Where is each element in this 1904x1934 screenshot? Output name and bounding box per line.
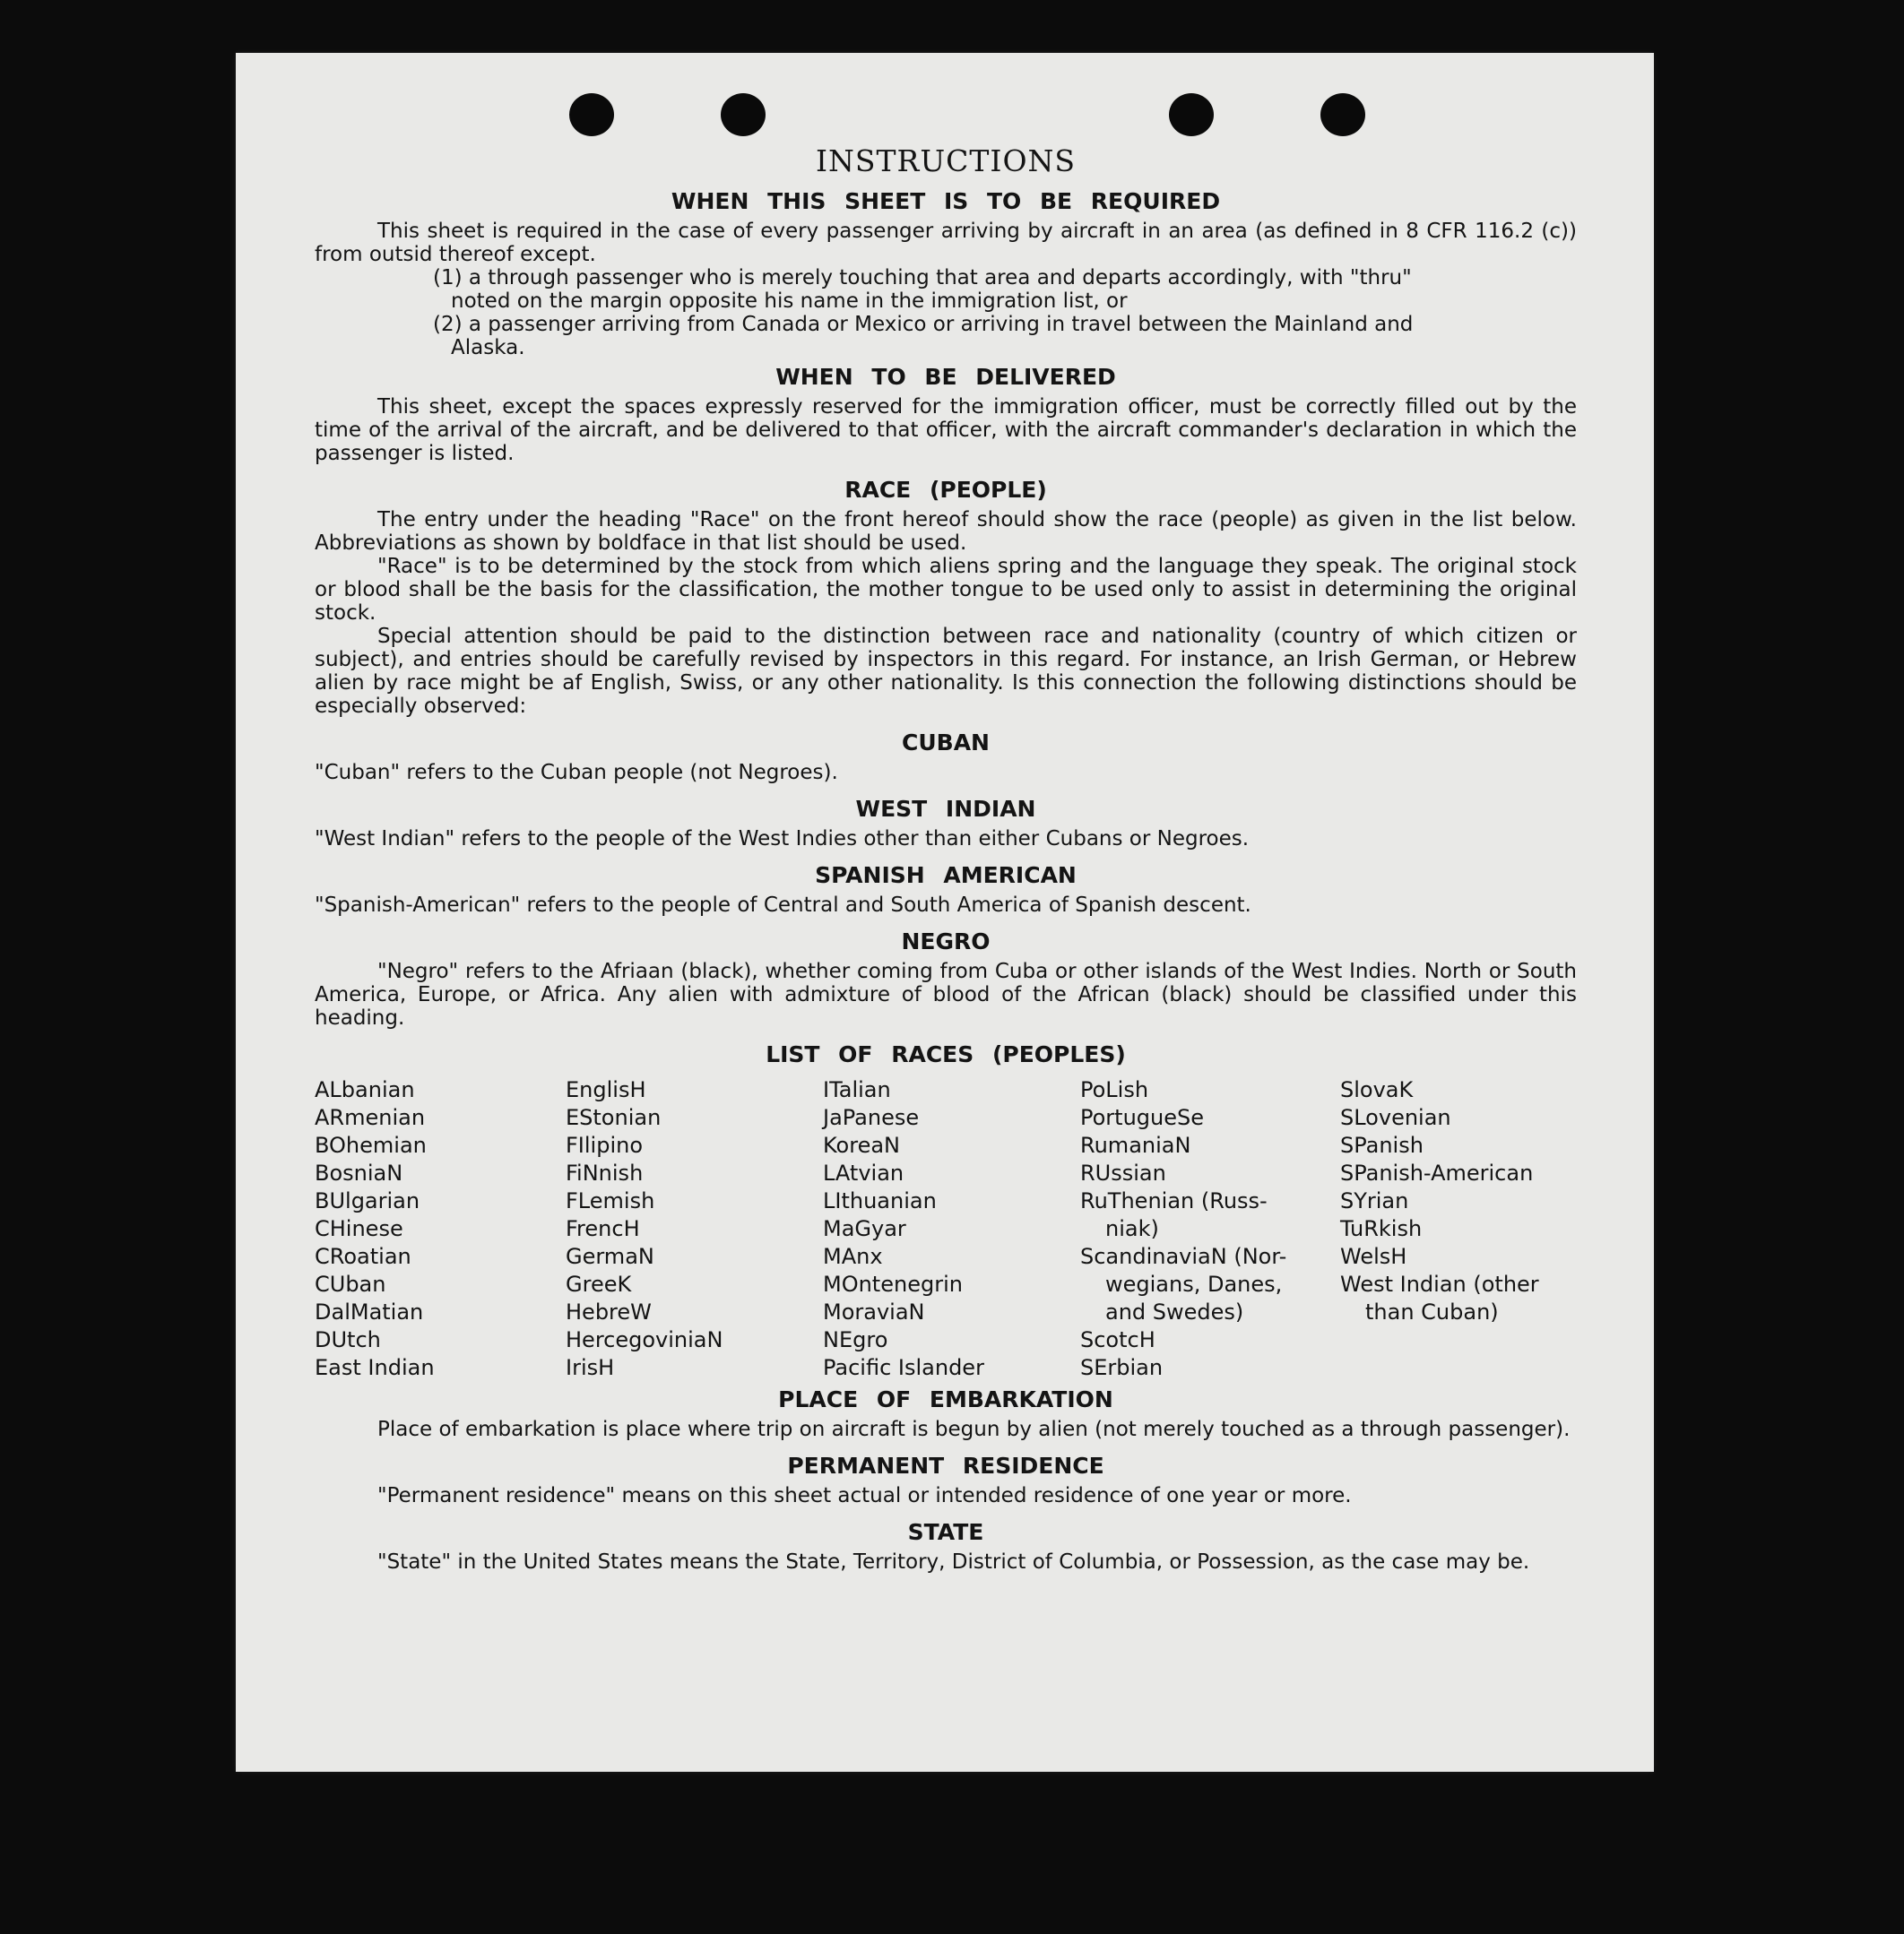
race-item: LIthuanian <box>823 1188 937 1213</box>
race-paragraph: Special attention should be paid to the distinction between race and nationality (country of which citizen or subject), and entries should be carefully revised by inspectors in this regard. For instance, an Irish German, or Hebrew alien by race might be af English, Swiss, or any other nationality. Is this connection the following distinctions should be especially observed: <box>315 625 1577 718</box>
negro-text: "Negro" refers to the Afriaan (black), whether coming from Cuba or other islands of the West Indies. North or South America, Europe, or Africa. Any alien with admixture of blood of the African (black) should be classified under this heading. <box>315 960 1577 1030</box>
delivered-text: This sheet, except the spaces expressly reserved for the immigration officer, must be correctly filled out by the time of the arrival of the aircraft, and be delivered to that officer, with the aircraft commander's declaration in which the passenger is listed. <box>315 395 1577 465</box>
race-item: RumaniaN <box>1080 1133 1191 1158</box>
race-item: GermaN <box>566 1244 654 1269</box>
punch-hole <box>1169 93 1214 136</box>
races-column <box>566 1076 823 1382</box>
race-item: PortugueSe <box>1080 1105 1204 1130</box>
exception-item <box>433 266 1577 313</box>
race-item-continuation: and Swedes) <box>1105 1299 1244 1325</box>
race-item: MoraviaN <box>823 1299 925 1325</box>
race-item: BUlgarian <box>315 1188 420 1213</box>
race-item: BOhemian <box>315 1133 427 1158</box>
page-title: INSTRUCTIONS <box>815 143 1077 178</box>
section-heading-cuban: CUBAN <box>902 730 990 755</box>
section-heading-embarkation: PLACE OF EMBARKATION <box>778 1386 1113 1412</box>
race-item-continuation: niak) <box>1105 1216 1159 1241</box>
race-item: FrencH <box>566 1216 640 1241</box>
section-heading-spanish-american: SPANISH AMERICAN <box>815 862 1077 888</box>
race-item: SPanish <box>1340 1133 1424 1158</box>
races-column <box>315 1076 566 1382</box>
races-column <box>1340 1076 1577 1382</box>
race-item: ScotcH <box>1080 1327 1155 1352</box>
race-item: RuThenian (Russ- <box>1080 1188 1268 1213</box>
races-list <box>315 1076 1577 1382</box>
race-item: MAnx <box>823 1244 883 1269</box>
race-item: West Indian (other <box>1340 1272 1539 1297</box>
race-item: SPanish-American <box>1340 1161 1534 1186</box>
exception-label: (2) a passenger arriving from Canada or Mexico or arriving in travel between the Mainland and <box>433 313 1414 336</box>
race-item-continuation: than Cuban) <box>1365 1299 1499 1325</box>
race-item: HebreW <box>566 1299 652 1325</box>
state-text: "State" in the United States means the State, Territory, District of Columbia, or Possession, as the case may be. <box>377 1550 1530 1574</box>
race-item: NEgro <box>823 1327 888 1352</box>
race-item: TuRkish <box>1340 1216 1423 1241</box>
exception-label: (1) a through passenger who is merely touching that area and departs accordingly, with "thru" <box>433 266 1412 289</box>
section-heading-west-indian: WEST INDIAN <box>855 796 1036 822</box>
race-paragraph: "Race" is to be determined by the stock from which aliens spring and the language they speak. The original stock or blood shall be the basis for the classification, the mother tongue to be used only to assist in determining the original stock. <box>315 555 1577 625</box>
race-item: EStonian <box>566 1105 662 1130</box>
race-item: CHinese <box>315 1216 403 1241</box>
west-indian-text: "West Indian" refers to the people of the West Indies other than either Cubans or Negroes. <box>315 827 1250 850</box>
sheet-content <box>315 142 1577 1574</box>
exception-item <box>433 313 1577 359</box>
cuban-text: "Cuban" refers to the Cuban people (not Negroes). <box>315 761 838 784</box>
section-heading-negro: NEGRO <box>901 928 991 954</box>
race-item: SYrian <box>1340 1188 1409 1213</box>
race-item: LAtvian <box>823 1161 904 1186</box>
race-item: DUtch <box>315 1327 381 1352</box>
race-item: SlovaK <box>1340 1077 1414 1102</box>
race-item: ALbanian <box>315 1077 415 1102</box>
race-item: FIlipino <box>566 1133 644 1158</box>
residence-text: "Permanent residence" means on this sheet actual or intended residence of one year or more. <box>377 1484 1352 1507</box>
section-heading-delivered: WHEN TO BE DELIVERED <box>775 364 1116 390</box>
race-item: JaPanese <box>823 1105 920 1130</box>
punch-hole <box>721 93 766 136</box>
race-item: ITalian <box>823 1077 891 1102</box>
race-item: PoLish <box>1080 1077 1149 1102</box>
race-item: FLemish <box>566 1188 655 1213</box>
section-heading-residence: PERMANENT RESIDENCE <box>787 1453 1104 1479</box>
race-item: MOntenegrin <box>823 1272 963 1297</box>
race-item: ARmenian <box>315 1105 426 1130</box>
race-item: RUssian <box>1080 1161 1166 1186</box>
race-item: CUban <box>315 1272 386 1297</box>
race-item: GreeK <box>566 1272 632 1297</box>
race-item: WelsH <box>1340 1244 1407 1269</box>
exception-continuation: Alaska. <box>451 336 525 359</box>
race-item: EnglisH <box>566 1077 646 1102</box>
race-item: DalMatian <box>315 1299 424 1325</box>
race-item: Pacific Islander <box>823 1355 984 1380</box>
required-text: This sheet is required in the case of every passenger arriving by aircraft in an area (as defined in 8 CFR 116.2 (c)) from outsid thereof except. <box>315 220 1577 266</box>
instruction-sheet <box>236 53 1654 1772</box>
section-heading-race: RACE (PEOPLE) <box>844 477 1047 503</box>
race-item: CRoatian <box>315 1244 411 1269</box>
section-heading-state: STATE <box>907 1519 984 1545</box>
races-column <box>1080 1076 1340 1382</box>
spanish-american-text: "Spanish-American" refers to the people of Central and South America of Spanish descent. <box>315 894 1251 917</box>
race-item: SErbian <box>1080 1355 1164 1380</box>
section-heading-required: WHEN THIS SHEET IS TO BE REQUIRED <box>671 188 1221 214</box>
race-item: East Indian <box>315 1355 435 1380</box>
race-item: FiNnish <box>566 1161 644 1186</box>
punch-hole <box>569 93 614 136</box>
race-item-continuation: wegians, Danes, <box>1105 1272 1283 1297</box>
race-item: IrisH <box>566 1355 615 1380</box>
embarkation-text: Place of embarkation is place where trip on aircraft is begun by alien (not merely touched as a through passenger). <box>377 1418 1571 1441</box>
races-column <box>823 1076 1080 1382</box>
race-paragraph: The entry under the heading "Race" on the front hereof should show the race (people) as given in the list below. Abbreviations as shown by boldface in that list should be used. <box>315 508 1577 555</box>
exception-continuation: noted on the margin opposite his name in the immigration list, or <box>451 289 1128 313</box>
race-item: KoreaN <box>823 1133 900 1158</box>
punch-hole <box>1320 93 1365 136</box>
section-heading-list: LIST OF RACES (PEOPLES) <box>766 1041 1126 1067</box>
race-item: HercegoviniaN <box>566 1327 723 1352</box>
race-item: MaGyar <box>823 1216 906 1241</box>
race-item: SLovenian <box>1340 1105 1451 1130</box>
race-item: BosniaN <box>315 1161 403 1186</box>
race-item: ScandinaviaN (Nor- <box>1080 1244 1287 1269</box>
